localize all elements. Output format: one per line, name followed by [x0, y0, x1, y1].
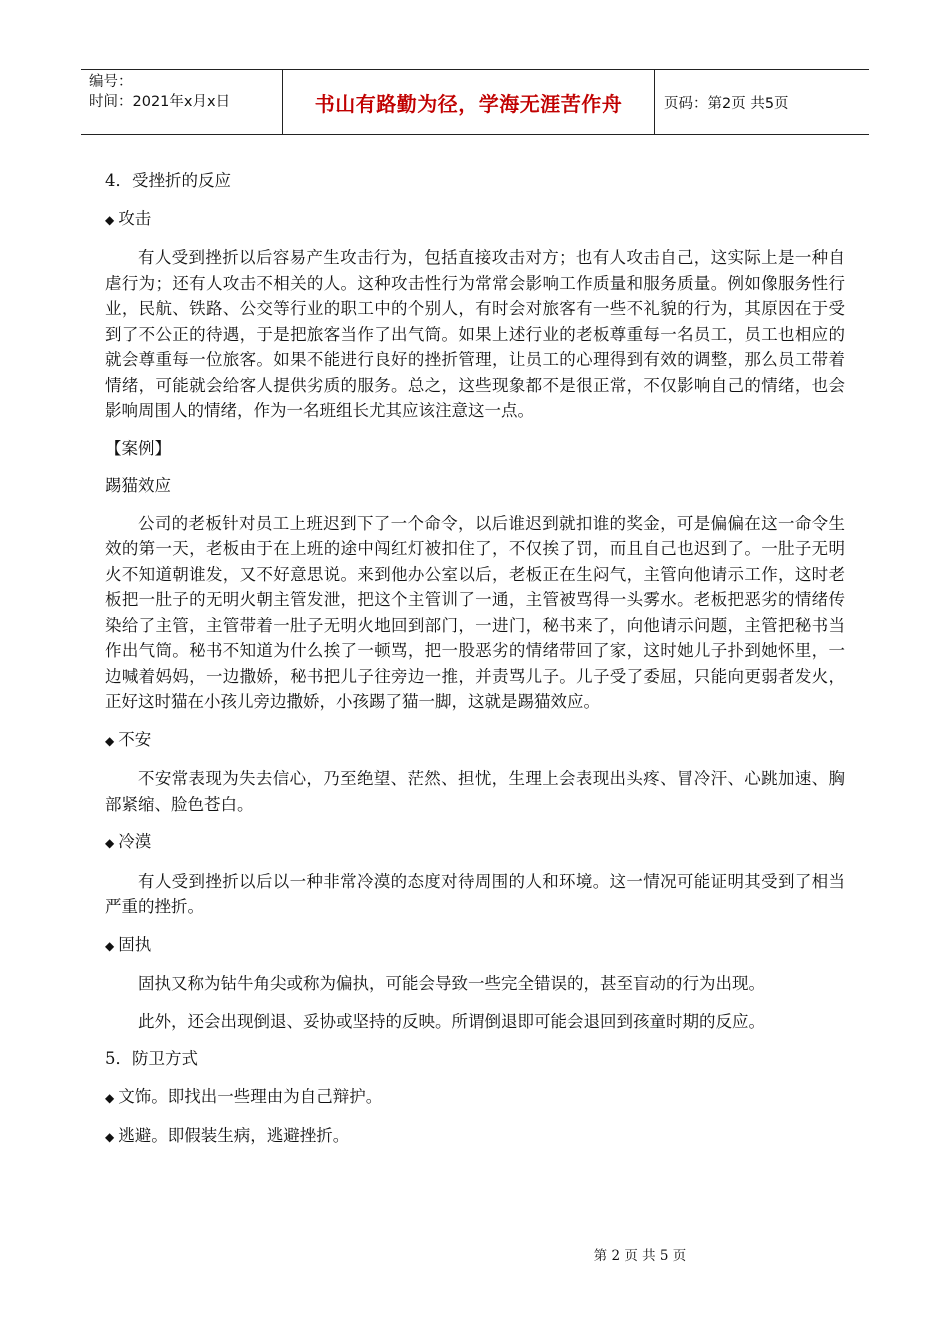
bullet-anxiety-label: 不安: [118, 729, 152, 749]
case-heading: 【案例】: [105, 438, 171, 458]
bullet-apathy-label: 冷漠: [118, 832, 152, 851]
apathy-paragraph: 有人受到挫折以后以一种非常冷漠的态度对待周围的人和环境。这一情况可能证明其受到了相当严重的挫折。: [105, 871, 845, 916]
diamond-bullet-icon: ◆: [105, 938, 115, 953]
stubborn-paragraph: 固执又称为钻牛角尖或称为偏执，可能会导致一些完全错误的，甚至盲动的行为出现。: [138, 974, 765, 993]
case-name: 踢猫效应: [105, 476, 171, 495]
bullet-anxiety: [105, 727, 845, 755]
other-reactions-paragraph: 此外，还会出现倒退、妥协或坚持的反映。所谓倒退即可能会退回到孩童时期的反应。: [138, 1011, 765, 1031]
header-motto: 书山有路勤为径，学海无涯苦作舟: [283, 70, 655, 134]
document-number-label: 编号：: [89, 74, 133, 90]
bullet-attack: [105, 206, 845, 234]
bullet-apathy: [105, 829, 845, 857]
defense-1-text: 文饰。即找出一些理由为自己辩护。: [118, 1086, 383, 1106]
header-meta: [81, 70, 283, 134]
attack-paragraph: 有人受到挫折以后容易产生攻击行为，包括直接攻击对方；也有人攻击自己，这实际上是一种自虐行为；还有人攻击不相关的人。这种攻击性行为常常会影响工作质量和服务质量。例如像服务性行业，民航、铁路、公交等行业的职工中的个别人，有时会对旅客有一些不礼貌的行为，其原因在于受到了不公正的待遇，于是把旅客当作了出气筒。如果上述行业的老板尊重每一名员工，员工也相应的就会尊重每一位旅客。如果不能进行良好的挫折管理，让员工的心理得到有效的调整，那么员工带着情绪，可能就会给客人提供劣质的服务。总之，这些现象都不是很正常，不仅影响自己的情绪，也会影响周围人的情绪，作为一名班组长尤其应该注意这一点。: [105, 248, 845, 420]
case-paragraph: 公司的老板针对员工上班迟到下了一个命令，以后谁迟到就扣谁的奖金，可是偏偏在这一命令生效的第一天，老板由于在上班的途中闯红灯被扣住了，不仅挨了罚，而且自己也迟到了。一肚子无明火不知道朝谁发，又不好意思说。来到他办公室以后，老板正在生闷气，主管向他请示工作，这时老板把一肚子的无明火朝主管发泄，把这个主管训了一通，主管被骂得一头雾水。老板把恶劣的情绪传染给了主管，主管带着一肚子无明火地回到部门，一进门，秘书来了，向他请示问题，主管把秘书当作出气筒。秘书不知道为什么挨了一顿骂，把一股恶劣的情绪带回了家，这时她儿子扑到她怀里，一边喊着妈妈，一边撒娇，秘书把儿子往旁边一推，并责骂儿子。儿子受了委屈，只能向更弱者发火，正好这时猫在小孩儿旁边撒娇，小孩踢了猫一脚，这就是踢猫效应。: [105, 513, 845, 711]
document-body: [105, 168, 845, 1163]
defense-2-text: 逃避。即假装生病，逃避挫折。: [118, 1126, 350, 1145]
bullet-stubborn-label: 固执: [118, 934, 152, 954]
section-5-heading: 5．防卫方式: [105, 1049, 198, 1068]
bullet-attack-label: 攻击: [118, 208, 152, 228]
diamond-bullet-icon: ◆: [105, 212, 115, 227]
diamond-bullet-icon: ◆: [105, 733, 115, 748]
document-date: 时间：2021年x月x日: [89, 94, 231, 110]
diamond-bullet-icon: ◆: [105, 1130, 115, 1144]
page-footer: 第 2 页 共 5 页: [593, 1248, 687, 1264]
section-4-heading: 4．受挫折的反应: [105, 171, 231, 190]
bullet-defense-2: [105, 1123, 845, 1151]
bullet-stubborn: [105, 932, 845, 960]
diamond-bullet-icon: ◆: [105, 1090, 115, 1105]
anxiety-paragraph: 不安常表现为失去信心，乃至绝望、茫然、担忧，生理上会表现出头疼、冒冷汗、心跳加速、胸部紧缩、脸色苍白。: [105, 769, 845, 814]
header-page-info: 页码：第2页 共5页: [664, 95, 789, 112]
bullet-defense-1: [105, 1084, 845, 1112]
diamond-bullet-icon: ◆: [105, 836, 115, 850]
page-header: [81, 69, 869, 135]
